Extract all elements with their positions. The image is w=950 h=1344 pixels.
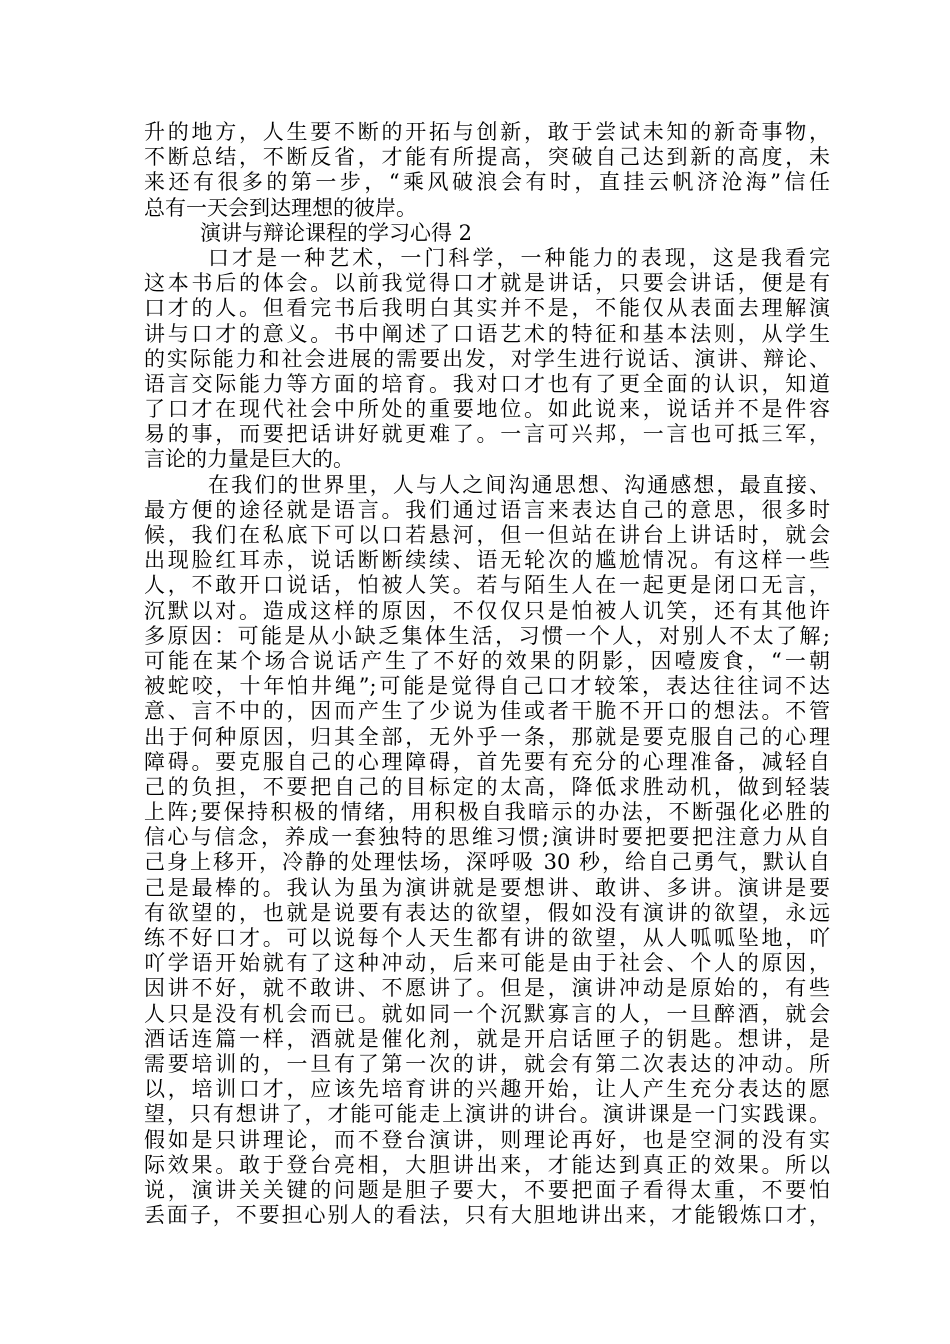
- text-line: 需要培训的，一旦有了第一次的讲，就会有第二次表达的冲动。所: [144, 1051, 830, 1076]
- text-line: 可能在某个场合说话产生了不好的效果的阴影，因噎废食，“一朝: [144, 648, 830, 673]
- text-line: 多原因：可能是从小缺乏集体生活，习惯一个人，对别人不太了解;: [144, 623, 830, 648]
- text-line: 了口才在现代社会中所处的重要地位。如此说来，说话并不是件容: [144, 397, 830, 422]
- text-line: 口才的人。但看完书后我明白其实并不是，不能仅从表面去理解演: [144, 296, 830, 321]
- text-line: 演讲与辩论课程的学习心得 2: [200, 220, 473, 245]
- text-line: 己是最棒的。我认为虽为演讲就是要想讲、敢讲、多讲。演讲是要: [144, 875, 830, 900]
- text-line: 际效果。敢于登台亮相，大胆讲出来，才能达到真正的效果。所以: [144, 1152, 830, 1177]
- text-line: 吖学语开始就有了这种冲动，后来可能是由于社会、个人的原因，: [144, 951, 830, 976]
- text-line: 因讲不好，就不敢讲、不愿讲了。但是，演讲冲动是原始的，有些: [144, 976, 830, 1001]
- text-line: 望，只有想讲了，才能可能走上演讲的讲台。演讲课是一门实践课。: [144, 1102, 830, 1127]
- text-line: 候，我们在私底下可以口若悬河，但一但站在讲台上讲话时，就会: [144, 523, 830, 547]
- text-line: 的实际能力和社会进展的需要出发，对学生进行说话、演讲、辩论、: [144, 346, 830, 371]
- text-line: 被蛇咬，十年怕井绳”;可能是觉得自己口才较笨，表达往往词不达: [144, 674, 830, 699]
- text-line: 沉默以对。造成这样的原因，不仅仅只是怕被人讥笑，还有其他许: [144, 598, 830, 623]
- text-line: 信心与信念，养成一套独特的思维习惯;演讲时要把要把注意力从自: [144, 825, 830, 850]
- text-line: 语言交际能力等方面的培育。我对口才也有了更全面的认识，知道: [144, 371, 830, 396]
- text-line: 这本书后的体会。以前我觉得口才就是讲话，只要会讲话，便是有: [144, 271, 830, 296]
- text-line: 人只是没有机会而已。就如同一个沉默寡言的人，一旦醉酒，就会: [144, 1001, 830, 1026]
- text-line: 讲与口才的意义。书中阐述了口语艺术的特征和基本法则，从学生: [144, 321, 830, 346]
- text-line: 障碍。要克服自己的心理障碍，首先要有充分的心理准备，减轻自: [144, 749, 830, 774]
- text-line: 有欲望的，也就是说要有表达的欲望，假如没有演讲的欲望，永远: [144, 900, 830, 925]
- text-line: 出现脸红耳赤，说话断断续续、语无轮次的尴尬情况。有这样一些: [144, 548, 830, 573]
- text-line: 丢面子，不要担心别人的看法，只有大胆地讲出来，才能锻炼口才，: [144, 1203, 830, 1228]
- text-line: 己身上移开，冷静的处理怯场，深呼吸 30 秒，给自己勇气，默认自: [144, 850, 830, 875]
- text-line: 最方便的途径就是语言。我们通过语言来表达自己的意思，很多时: [144, 497, 830, 522]
- text-line: 己的负担，不要把自己的目标定的太高，降低求胜动机，做到轻装: [144, 774, 830, 799]
- text-line: 口才是一种艺术，一门科学，一种能力的表现，这是我看完: [208, 245, 830, 270]
- text-line: 假如是只讲理论，而不登台演讲，则理论再好，也是空洞的没有实: [144, 1127, 830, 1152]
- text-line: 升的地方，人生要不断的开拓与创新，敢于尝试未知的新奇事物，: [144, 120, 830, 144]
- text-line: 练不好口才。可以说每个人天生都有讲的欲望，从人呱呱坠地，吖: [144, 926, 830, 950]
- text-line: 不断总结，不断反省，才能有所提高，突破自己达到新的高度，未: [144, 145, 830, 170]
- text-line: 易的事，而要把话讲好就更难了。一言可兴邦，一言也可抵三军，: [144, 422, 830, 447]
- text-line: 总有一天会到达理想的彼岸。: [144, 195, 417, 220]
- text-line: 人，不敢开口说话，怕被人笑。若与陌生人在一起更是闭口无言，: [144, 573, 830, 598]
- text-line: 上阵;要保持积极的情绪，用积极自我暗示的办法，不断强化必胜的: [144, 800, 830, 825]
- text-line: 出于何种原因，归其全部，无外乎一条，那就是要克服自己的心理: [144, 724, 830, 749]
- text-line: 意、言不中的，因而产生了少说为佳或者干脆不开口的想法。不管: [144, 699, 830, 724]
- document-page: [144, 120, 830, 1228]
- text-line: 在我们的世界里，人与人之间沟通思想、沟通感想，最直接、: [208, 472, 830, 497]
- text-line: 来还有很多的第一步，“乘风破浪会有时，直挂云帆济沧海”信任: [144, 170, 830, 195]
- text-line: 酒话连篇一样，酒就是催化剂，就是开启话匣子的钥匙。想讲，是: [144, 1026, 830, 1051]
- text-line: 以，培训口才，应该先培育讲的兴趣开始，让人产生充分表达的愿: [144, 1077, 830, 1102]
- text-line: 言论的力量是巨大的。: [144, 447, 354, 472]
- text-line: 说，演讲关关键的问题是胆子要大，不要把面子看得太重，不要怕: [144, 1177, 830, 1202]
